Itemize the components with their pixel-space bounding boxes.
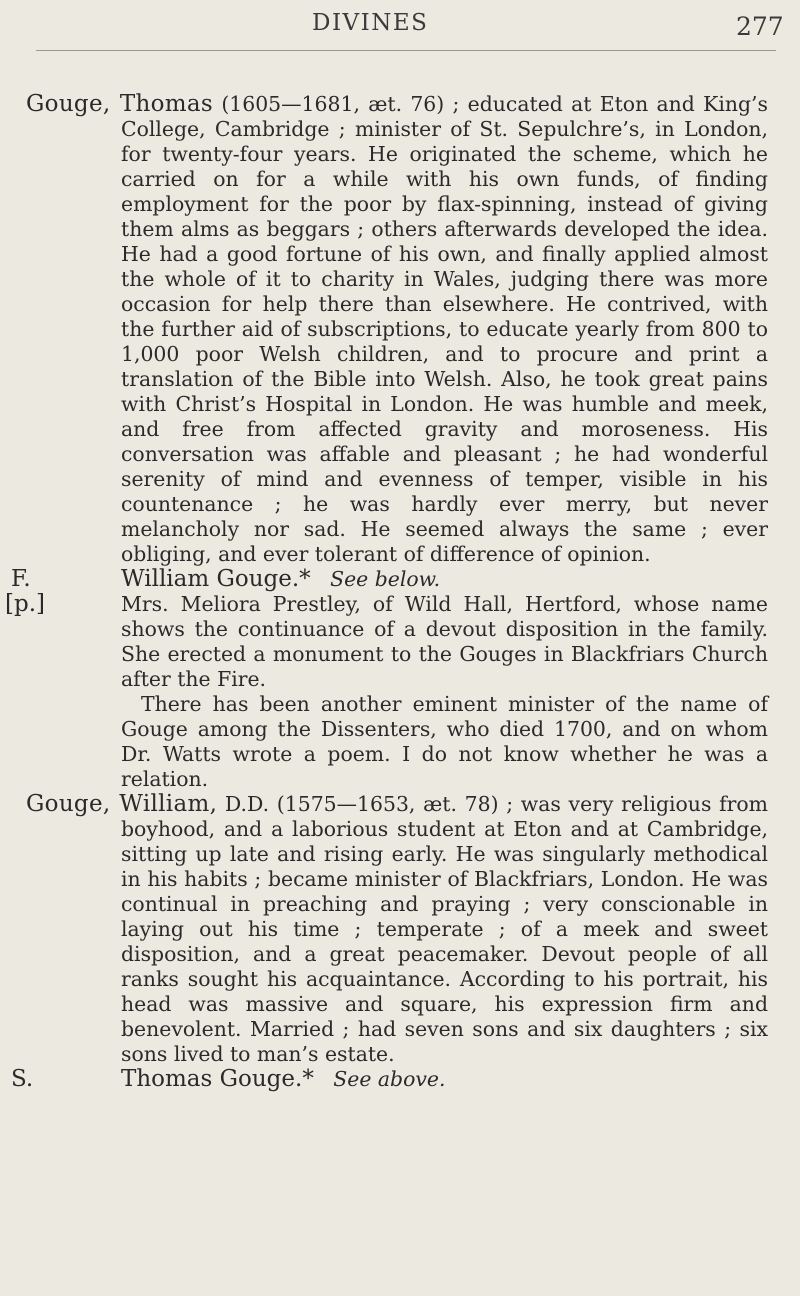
page-body — [5, 91, 769, 1092]
entry-thomas-gouge — [26, 92, 768, 567]
subentry-text: Mrs. Meliora Prestley, of Wild Hall, Hertford, whose name shows the continuance of a devout disposition in the family. She erected a monument to the Gouges in Blackfriars Church after the Fire. — [121, 592, 768, 691]
note-paragraph: There has been another eminent minister of the name of Gouge among the Dissenters, who died 1700, and on whom Dr. Watts wrote a poem. I do not know whether he was a relation. — [121, 692, 768, 791]
entry-william-gouge — [26, 792, 768, 1067]
subentry-son — [11, 1066, 768, 1092]
entry-heading: Gouge, William, — [26, 791, 218, 817]
entry-text: (1605—1681, æt. 76) ; educated at Eton and King’s College, Cambridge ; minister of St. Sepulchre’s, in London, for twenty-four years. He originated the scheme, which he carried on for a while with his own funds, of finding employment for the poor by flax-spinning, instead of giving them alms as beggars ; others afterwards developed the idea. He had a good fortune of his own, and finally applied almost the whole of it to charity in Wales, judging there was more occasion for help there than elsewhere. He contrived, with the further aid of subscriptions, to educate yearly from 800 to 1,000 poor Welsh children, and to procure and print a translation of the Bible into Welsh. Also, he took great pains with Christ’s Hospital in London. He was humble and meek, and free from affected gravity and moroseness. His conversation was affable and pleasant ; he had wonderful serenity of mind and evenness of temper, visible in his countenance ; he was hardly ever merry, but never melancholy nor sad. He seemed always the same ; ever obliging, and ever tolerant of difference of opinion. — [121, 92, 769, 566]
entry-text: D.D. (1575—1653, æt. 78) ; was very religious from boyhood, and a laborious student at Eton and at Cambridge, sitting up late and rising early. He was singularly methodical in his habits ; became minister of Blackfriars, London. He was continual in preaching and praying ; very conscionable in laying out his time ; temperate ; of a meek and sweet disposition, and a great peacemaker. Devout people of all ranks sought his acquaintance. According to his portrait, his head was massive and square, his expression firm and benevolent. Married ; had seven sons and six daughters ; six sons lived to man’s estate. — [121, 792, 769, 1066]
relation-marker: S. — [11, 1066, 34, 1092]
cross-reference: See below. — [330, 567, 441, 591]
relation-marker: [p.] — [5, 591, 45, 617]
page-header — [0, 10, 800, 54]
subentry-family — [5, 591, 768, 692]
subentry-father — [11, 566, 768, 592]
relative-name: William Gouge.* — [121, 566, 311, 592]
entry-heading: Gouge, Thomas — [26, 91, 214, 117]
page-number: 277 — [736, 12, 784, 41]
relative-name: Thomas Gouge.* — [121, 1066, 314, 1092]
header-rule — [36, 50, 776, 51]
running-head: DIVINES — [312, 10, 429, 36]
relation-marker: F. — [11, 566, 31, 592]
cross-reference: See above. — [333, 1067, 446, 1091]
